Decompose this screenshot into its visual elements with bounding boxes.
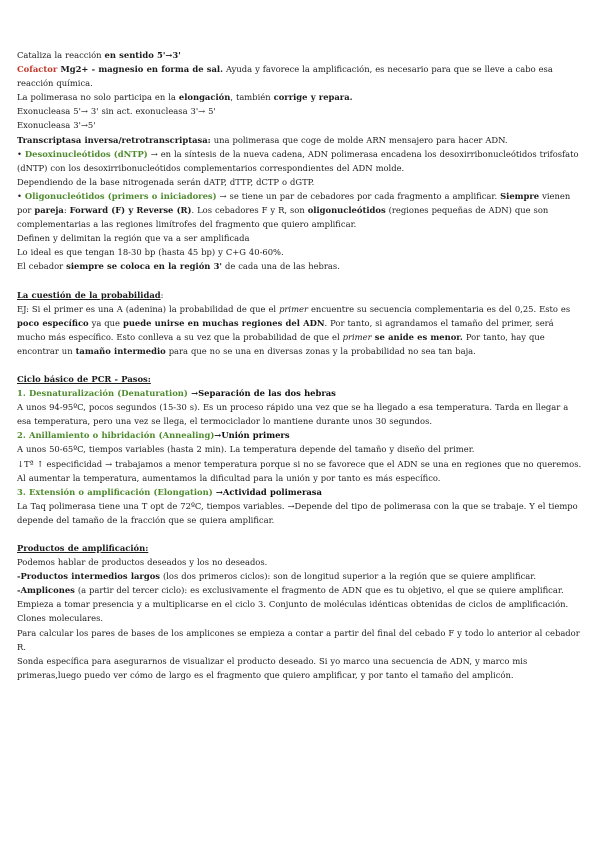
paragraph: Exonucleasa 3'→5' xyxy=(17,120,96,131)
heading-text: La cuestión de la probabilidad xyxy=(17,289,161,300)
text: vienen por xyxy=(17,190,571,216)
spacer xyxy=(17,527,583,541)
step-label: 3. Extensión o amplificación (Elongation) xyxy=(17,486,213,497)
cofactor-label: Cofactor xyxy=(17,64,58,75)
bold-text: →Actividad polimerasa xyxy=(212,486,322,497)
heading-text: Productos de amplificación: xyxy=(17,543,149,553)
bold-text: Transcriptasa inversa/retrotranscriptasa: xyxy=(17,134,211,145)
text: EJ: Si el primer es una A (adenina) la probabilidad de que el xyxy=(17,303,280,314)
paragraph: La Taq polimerasa tiene una T opt de 72ºC, tiempos variables. →Depende del tipo de polimerasa con la que se trabaje. Y el tiempo depende del tamaño de la fracción que se quiera amplificar. xyxy=(17,500,578,525)
paragraph xyxy=(17,259,583,273)
text: → en la síntesis de la nueva cadena, ADN polimerasa encadena los desoxirribonucleótidos trifosfato (dNTP) con los desoxirribonucleótidos complementarios correspondientes del ADN molde. xyxy=(17,148,579,173)
text: La polimerasa no solo participa en la xyxy=(17,92,179,103)
step-heading xyxy=(17,485,583,499)
document-page xyxy=(17,48,583,682)
bold-text: -Productos intermedios largos xyxy=(17,571,161,582)
paragraph xyxy=(17,90,583,104)
bold-text: en sentido 5'→3' xyxy=(104,50,181,60)
paragraph xyxy=(17,133,583,147)
text: para que no se una en diversas zonas y la probabilidad no sea tan baja. xyxy=(165,345,476,356)
italic-text: primer xyxy=(342,331,372,342)
paragraph: Podemos hablar de productos deseados y los no deseados. xyxy=(17,557,268,568)
text: , también xyxy=(230,92,274,103)
text: Cataliza la reacción xyxy=(17,50,105,60)
paragraph: ↓Tª ↑ especificidad → trabajamos a menor temperatura porque si no se favorece que el ADN se una en regiones que no queremos. Al aumentar la temperatura, aumentamos la dificultad para la unión y por tanto es más específico. xyxy=(17,458,582,483)
step-heading xyxy=(17,386,583,400)
text: : xyxy=(160,289,164,300)
paragraph: Dependiendo de la base nitrogenada serán dATP, dTTP, dCTP o dGTP. xyxy=(17,176,315,187)
paragraph: Definen y delimitan la región que va a ser amplificada xyxy=(17,233,250,244)
paragraph xyxy=(17,48,583,62)
text: encuentre su secuencia complementaria es del 0,25. Esto es xyxy=(308,303,571,314)
paragraph: Exonucleasa 5'→ 3' sin act. exonucleasa 3'→ 5' xyxy=(17,106,216,117)
step-label: 1. Desnaturalización (Denaturation) xyxy=(17,388,188,399)
oligo-label: Oligonucleótidos (primers o iniciadores) xyxy=(24,190,217,201)
paragraph xyxy=(17,147,583,175)
text: Por tanto, hay que encontrar un xyxy=(17,331,545,356)
bold-text: corrige y repara. xyxy=(273,92,353,103)
paragraph: A unos 50-65ºC, tiempos variables (hasta 2 min). La temperatura depende del tamaño y diseño del primer. xyxy=(17,444,475,455)
heading-text: Ciclo básico de PCR - Pasos: xyxy=(17,373,151,384)
spacer xyxy=(17,358,583,372)
bold-text: elongación xyxy=(178,92,231,103)
bold-text: -Amplicones xyxy=(17,585,75,596)
paragraph xyxy=(17,62,583,90)
bold-text: siempre se coloca en la región 3' xyxy=(66,261,222,272)
bullet: • xyxy=(17,190,25,201)
bold-text: poco específico xyxy=(17,317,89,328)
paragraph xyxy=(17,583,583,625)
bold-text: pareja xyxy=(34,205,64,216)
bold-text: →Separación de las dos hebras xyxy=(187,388,336,399)
text: de cada una de las hebras. xyxy=(222,261,340,272)
bold-text: oligonucleótidos xyxy=(307,205,386,216)
text: . Los cebadores F y R, son xyxy=(191,205,308,216)
text: Ayuda y favorece la amplificación, es necesario para que se lleve a cabo esa reacción química. xyxy=(17,64,553,89)
text: (regiones pequeñas de ADN) que son complementarias a las regiones limítrofes del fragmento que quiero amplificar. xyxy=(17,205,549,230)
section-heading xyxy=(17,541,583,555)
paragraph: Para calcular los pares de bases de los amplicones se empieza a contar a partir del final del cebado F y todo lo anterior al cebador R. xyxy=(17,627,580,652)
bold-text: Siempre xyxy=(500,190,540,201)
paragraph xyxy=(17,302,583,358)
bold-text: Forward (F) y Reverse (R) xyxy=(69,205,192,216)
text: El cebador xyxy=(17,261,67,272)
text: (a partir del tercer ciclo): es exclusivamente el fragmento de ADN que es tu objetivo, el que se quiere amplificar. Empieza a tomar presencia y a multiplicarse en el ciclo 3. Conjunto de moléculas idénticas obtenidas de ciclos de amplificación. Clones moleculares. xyxy=(17,585,569,624)
step-heading xyxy=(17,428,583,442)
paragraph: A unos 94-95ºC, pocos segundos (15-30 s). Es un proceso rápido una vez que se ha llegado a esa temperatura. Tarda en llegar a esa temperatura, pero una vez se llega, el termociclador lo mantiene durante unos 30 segundos. xyxy=(17,402,569,427)
italic-text: primer xyxy=(279,303,309,314)
bold-text: se anide es menor. xyxy=(371,331,463,342)
paragraph: Sonda específica para asegurarnos de visualizar el producto deseado. Si yo marco una secuencia de ADN, y marco mis primeras,luego puedo ver cómo de largo es el fragmento que quiero amplificar, y por tanto el tamaño del amplicón. xyxy=(17,655,528,680)
step-label: 2. Anillamiento o hibridación (Annealing) xyxy=(17,430,215,441)
paragraph xyxy=(17,189,583,231)
text: ya que xyxy=(88,317,123,328)
text: . Por tanto, si agrandamos el tamaño del primer, será mucho más específico. Esto conlleva a su vez que la probabilidad de que el xyxy=(17,317,554,342)
paragraph: Lo ideal es que tengan 18-30 bp (hasta 45 bp) y C+G 40-60%. xyxy=(17,247,284,258)
bullet: • xyxy=(17,148,25,159)
bold-text: Mg2+ - magnesio en forma de sal. xyxy=(57,64,223,75)
text: → se tiene un par de cebadores por cada fragmento a amplificar. xyxy=(216,190,501,201)
section-heading xyxy=(17,372,583,386)
dntp-label: Desoxinucleótidos (dNTP) xyxy=(24,148,148,159)
spacer xyxy=(17,274,583,288)
text: (los dos primeros ciclos): son de longitud superior a la región que se quiere amplificar. xyxy=(160,571,537,582)
text: una polimerasa que coge de molde ARN mensajero para hacer ADN. xyxy=(210,134,508,145)
paragraph xyxy=(17,569,583,583)
text: : xyxy=(63,205,70,216)
section-heading xyxy=(17,288,583,302)
bold-text: tamaño intermedio xyxy=(75,345,166,356)
bold-text: →Unión primers xyxy=(214,430,290,441)
bold-text: puede unirse en muchas regiones del ADN xyxy=(122,317,325,328)
